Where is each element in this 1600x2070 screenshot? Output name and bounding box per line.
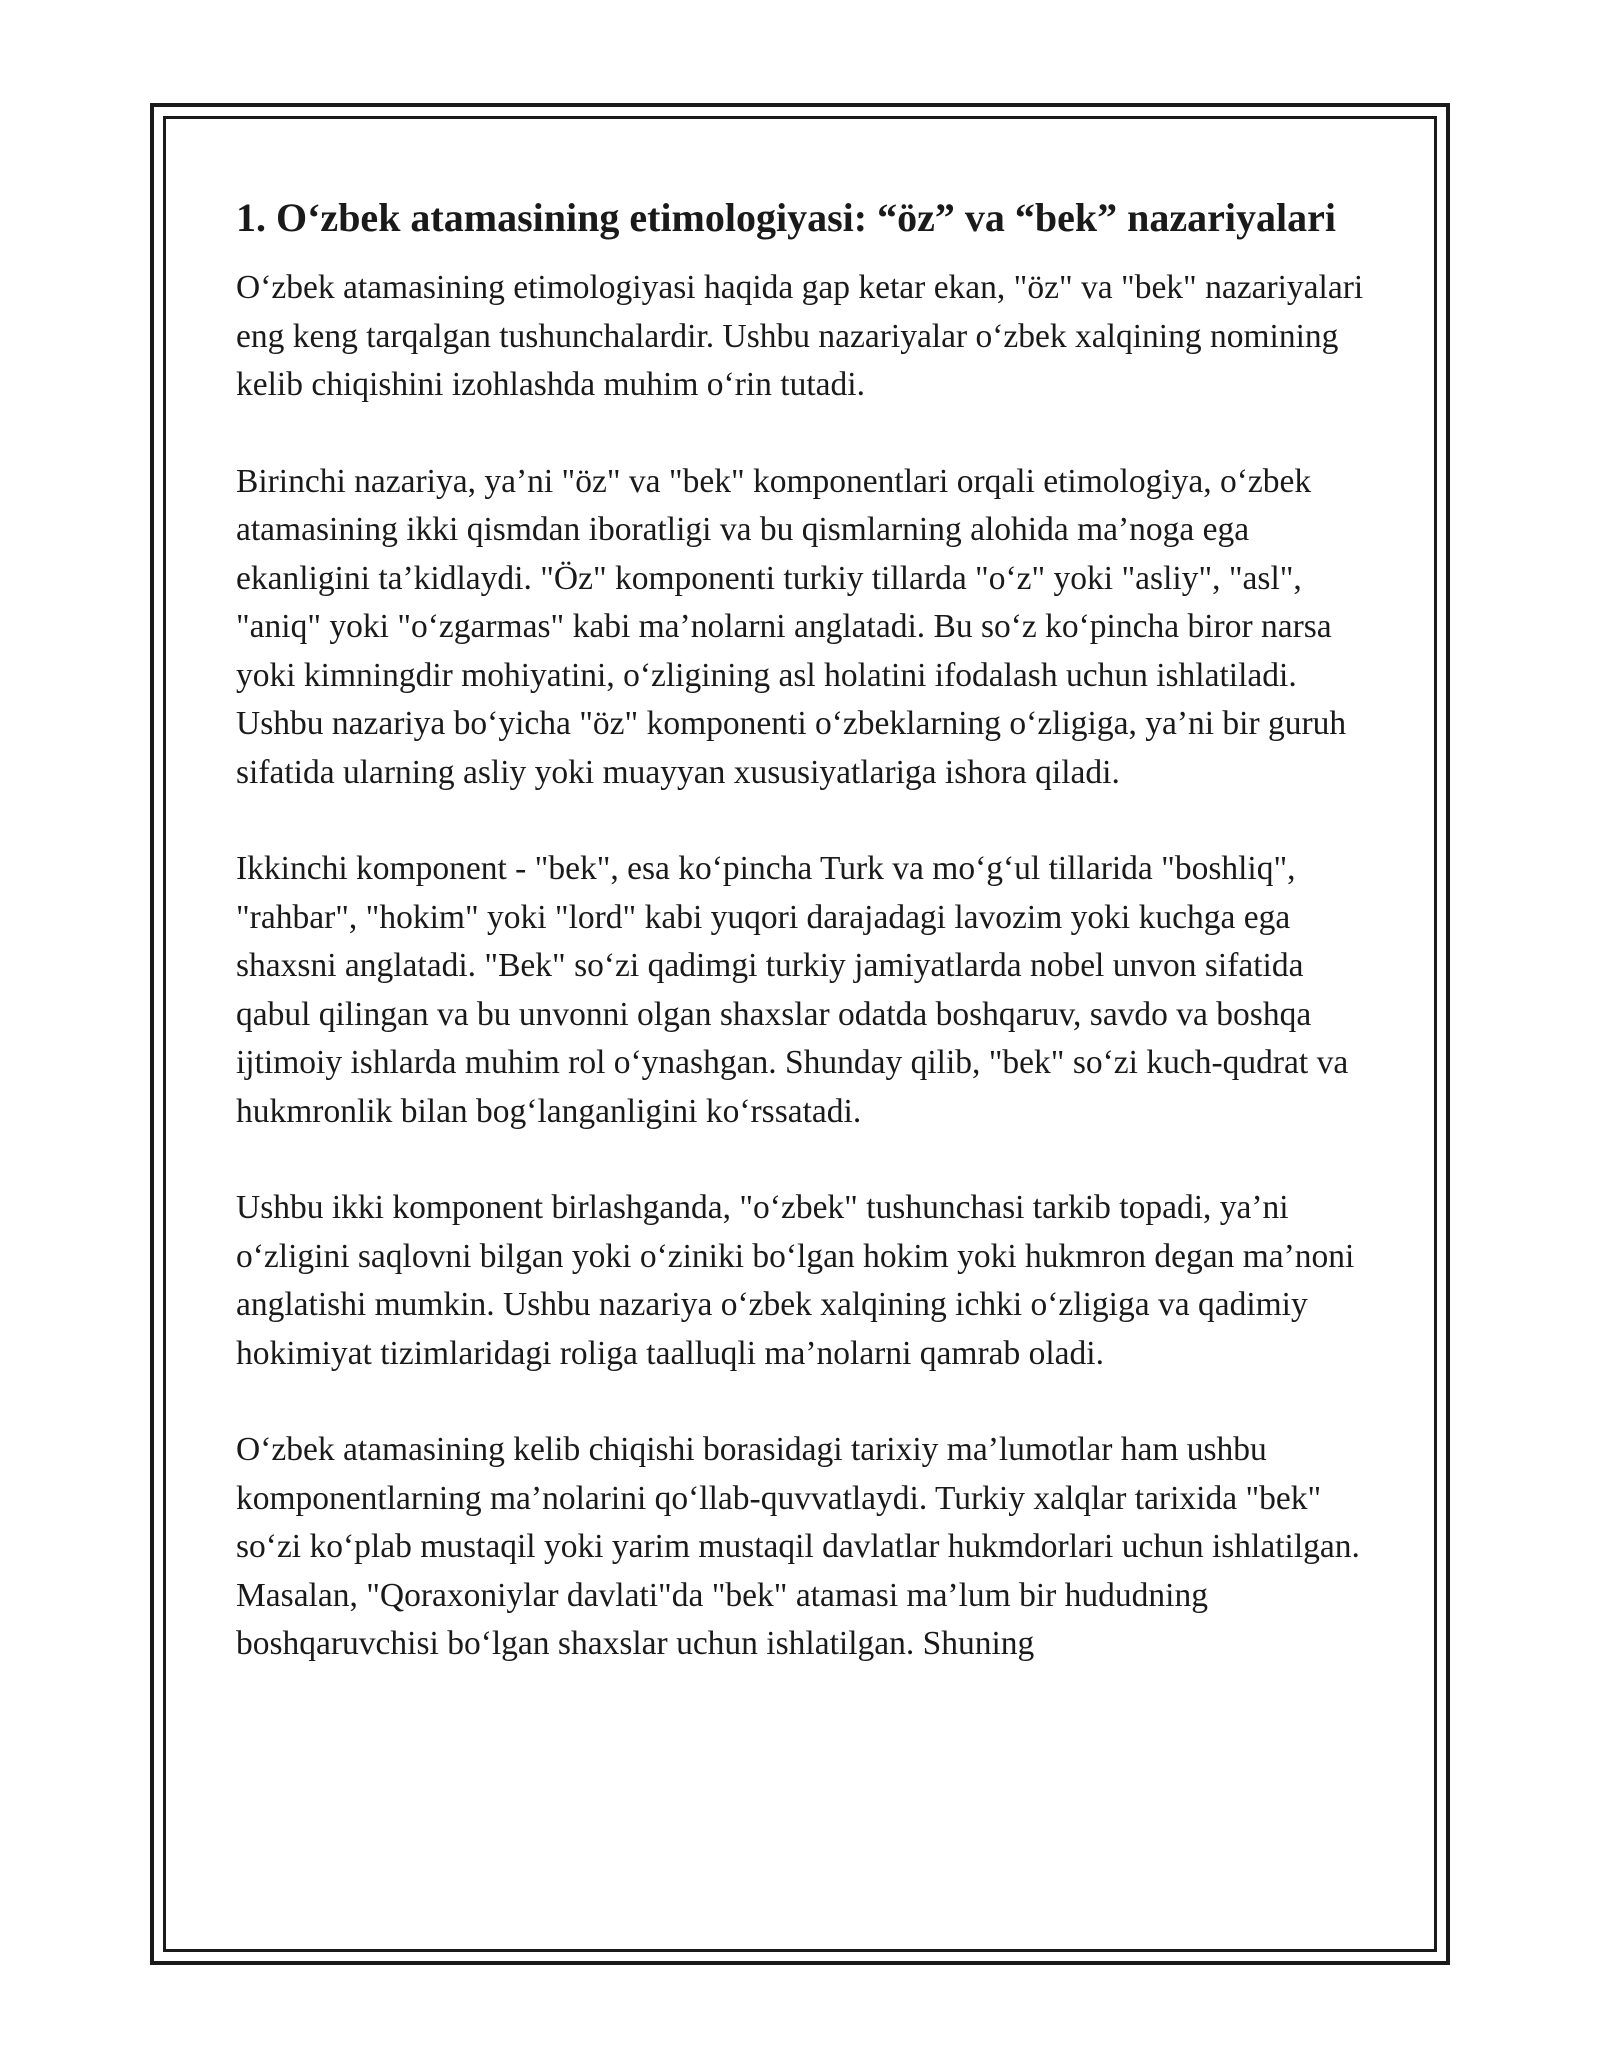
- paragraph-3: Ikkinchi komponent - "bek", esa ko‘pincha Turk va mo‘g‘ul tillarida "boshliq", "rahbar", "hokim" yoki "lord" kabi yuqori darajadagi lavozim yoki kuchga ega shaxsni anglatadi. "Bek" so‘zi qadimgi turkiy jamiyatlarda nobel unvon sifatida qabul qilingan va bu unvonni olgan shaxslar odatda boshqaruv, savdo va boshqa ijtimoiy ishlarda muhim rol o‘ynashgan. Shunday qilib, "bek" so‘zi kuch-qudrat va hukmronlik bilan bog‘langanligini ko‘rssatadi.: [236, 850, 1349, 1130]
- paragraph-1: O‘zbek atamasining etimologiyasi haqida gap ketar ekan, "öz" va "bek" nazariyalari eng keng tarqalgan tushunchalardir. Ushbu nazariyalar o‘zbek xalqining nomining kelib chiqishini izohlashda muhim o‘rin tutadi.: [236, 269, 1364, 403]
- section-heading: 1. O‘zbek atamasining etimologiyasi: “öz” va “bek” nazariyalari: [236, 195, 1336, 240]
- document-body: [236, 190, 1386, 1717]
- paragraph-5: O‘zbek atamasining kelib chiqishi borasidagi tarixiy ma’lumotlar ham ushbu komponentlarning ma’nolarini qo‘llab-quvvatlaydi. Turkiy xalqlar tarixida "bek" so‘zi ko‘plab mustaqil yoki yarim mustaqil davlatlar hukmdorlari uchun ishlatilgan. Masalan, "Qoraxoniylar davlati"da "bek" atamasi ma’lum bir hududning boshqaruvchisi bo‘lgan shaxslar uchun ishlatilgan. Shuning: [236, 1431, 1360, 1662]
- paragraph-4: Ushbu ikki komponent birlashganda, "o‘zbek" tushunchasi tarkib topadi, ya’ni o‘zligini saqlovni bilgan yoki o‘ziniki bo‘lgan hokim yoki hukmron degan ma’noni anglatishi mumkin. Ushbu nazariya o‘zbek xalqining ichki o‘zligiga va qadimiy hokimiyat tizimlaridagi roliga taalluqli ma’nolarni qamrab oladi.: [236, 1189, 1355, 1372]
- paragraph-2: Birinchi nazariya, ya’ni "öz" va "bek" komponentlari orqali etimologiya, o‘zbek atamasining ikki qismdan iboratligi va bu qismlarning alohida ma’noga ega ekanligini ta’kidlaydi. "Öz" komponenti turkiy tillarda "o‘z" yoki "asliy", "asl", "aniq" yoki "o‘zgarmas" kabi ma’nolarni anglatadi. Bu so‘z ko‘pincha biror narsa yoki kimningdir mohiyatini, o‘zligining asl holatini ifodalash uchun ishlatiladi. Ushbu nazariya bo‘yicha "öz" komponenti o‘zbeklarning o‘zligiga, ya’ni bir guruh sifatida ularning asliy yoki muayyan xususiyatlariga ishora qiladi.: [236, 462, 1347, 791]
